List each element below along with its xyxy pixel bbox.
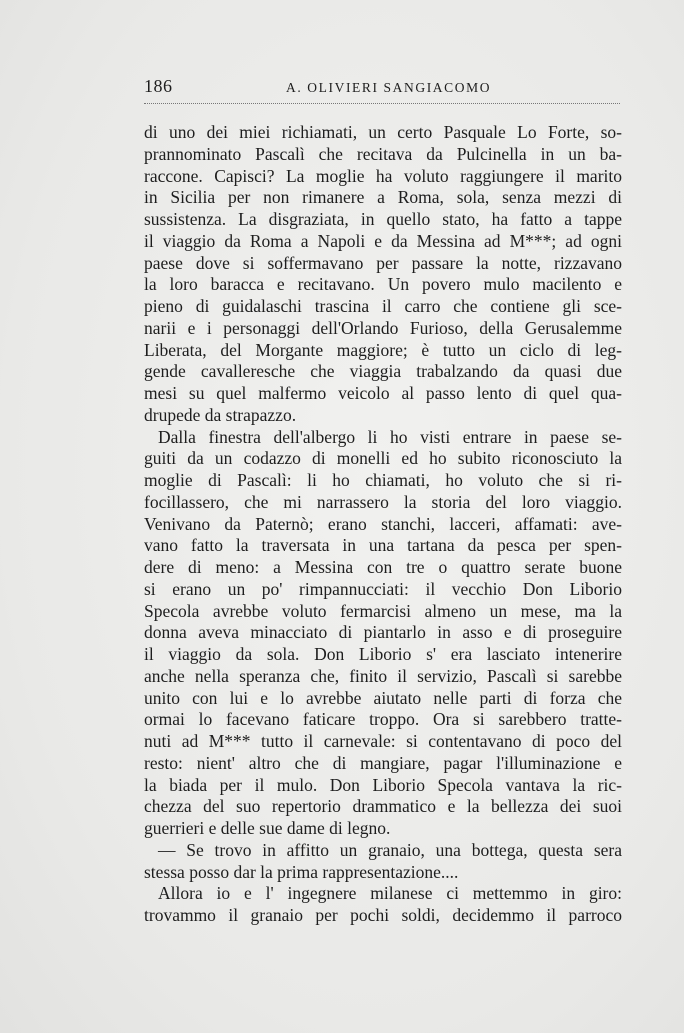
page-header: [144, 76, 620, 100]
text-line: donna aveva minacciato di piantarlo in asso e di proseguire: [144, 622, 622, 643]
text-line: si erano un po' rimpannucciati: il vecchio Don Liborio: [144, 578, 622, 599]
text-line: moglie di Pascalì: li ho chiamati, ho voluto che si ri-: [144, 470, 622, 490]
text-line: Specola avrebbe voluto fermarcisi almeno un mese, ma la: [144, 600, 622, 621]
text-line: in Sicilia per non rimanere a Roma, sola, senza mezzi di: [144, 187, 622, 208]
text-line: focillassero, che mi narrassero la storia del loro viaggio.: [144, 491, 622, 512]
text-line: — Se trovo in affitto un granaio, una bottega, questa sera: [158, 839, 622, 860]
text-line: prannominato Pascalì che recitava da Pulcinella in un ba-: [144, 143, 622, 164]
text-line: paese dove si soffermavano per passare la notte, rizzavano: [144, 252, 622, 273]
text-line: sussistenza. La disgraziata, in quello stato, ha fatto a tappe: [144, 209, 622, 229]
text-line: dere di meno: a Messina con tre o quattro serate buone: [144, 557, 622, 577]
text-line: la biada per il mulo. Don Liborio Specola vantava la ric-: [144, 774, 622, 795]
text-line: la loro baracca e recitavano. Un povero mulo macilento e: [144, 274, 622, 295]
text-line: Venivano da Paternò; erano stanchi, lacceri, affamati: ave-: [144, 513, 622, 534]
text-line: di uno dei miei richiamati, un certo Pasquale Lo Forte, so-: [144, 122, 622, 142]
text-line: pieno di guidalaschi trascina il carro che contiene gli sce-: [144, 296, 622, 316]
text-line: unito con lui e lo avrebbe aiutato nelle parti di forza che: [144, 687, 622, 708]
text-line: drupede da strapazzo.: [144, 404, 297, 425]
text-line: mesi su quel malfermo veicolo al passo lento di quel qua-: [144, 383, 622, 403]
text-line: raccone. Capisci? La moglie ha voluto raggiungere il marito: [144, 165, 622, 186]
header-divider: [144, 103, 620, 104]
text-line: chezza del suo repertorio drammatico e la bellezza dei suoi: [144, 796, 622, 817]
text-line: nuti ad M*** tutto il carnevale: si contentavano di poco del: [144, 731, 622, 751]
text-line: Liberata, del Morgante maggiore; è tutto un ciclo di leg-: [144, 339, 622, 360]
text-line: vano fatto la traversata in una tartana da pesca per spen-: [144, 535, 622, 556]
text-line: stessa posso dar la prima rappresentazione....: [144, 861, 459, 882]
text-line: resto: nient' altro che di mangiare, pagar l'illuminazione e: [144, 752, 622, 773]
text-line: gende cavalleresche che viaggia trabalzando da quasi due: [144, 361, 622, 382]
running-title: A. OLIVIERI SANGIACOMO: [286, 80, 492, 95]
text-line: guiti da un codazzo di monelli ed ho subito riconosciuto la: [144, 448, 622, 469]
text-line: anche nella speranza che, finito il servizio, Pascalì si sarebbe: [144, 665, 622, 686]
text-line: Dalla finestra dell'albergo li ho visti entrare in paese se-: [158, 426, 622, 447]
text-line: Allora io e l' ingegnere milanese ci mettemmo in giro:: [158, 883, 622, 904]
text-line: trovammo il granaio per pochi soldi, decidemmo il parroco: [144, 905, 622, 925]
body-text: [144, 122, 622, 927]
text-line: il viaggio da Roma a Napoli e da Messina ad M***; ad ogni: [144, 230, 622, 251]
text-line: il viaggio da sola. Don Liborio s' era lasciato intenerire: [144, 644, 622, 664]
text-line: guerrieri e delle sue dame di legno.: [144, 818, 391, 838]
text-line: narii e i personaggi dell'Orlando Furioso, della Gerusalemme: [144, 317, 622, 338]
text-line: ormai lo facevano faticare troppo. Ora si sarebbero tratte-: [144, 709, 622, 730]
page-number: 186: [144, 76, 173, 96]
